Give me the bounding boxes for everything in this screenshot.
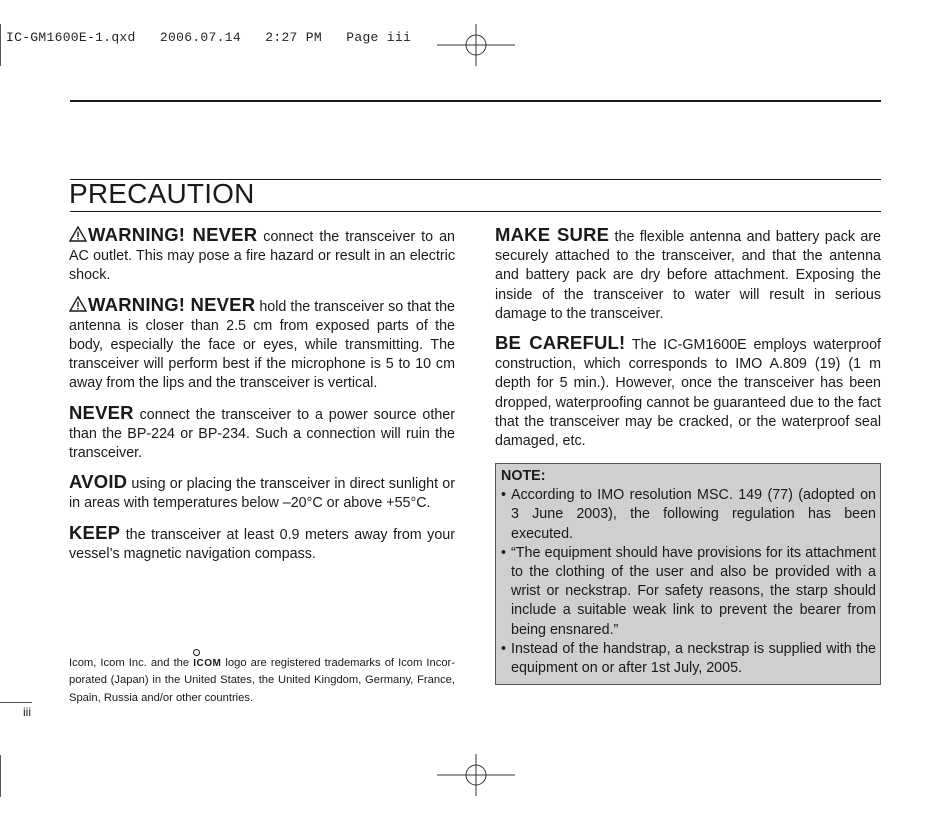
precaution-paragraph: [69, 225, 455, 286]
note-item-text: “The equipment should have provisions for its attachment to the clothing of the user and also be provided with a wrist or neckstrap. For safety reasons, the starp should include a suitable weak link to prevent the bearer from being ensnared.”: [511, 544, 876, 638]
precaution-paragraph: [69, 472, 455, 513]
bottom-registration-mark: [437, 754, 517, 798]
top-registration-mark: [437, 24, 517, 68]
note-item: [501, 544, 876, 640]
trademark-text-before: Icom, Icom Inc. and the: [69, 657, 190, 669]
trademark-notice: [69, 655, 455, 707]
right-column: [495, 225, 881, 460]
precaution-paragraph: [495, 333, 881, 451]
print-slug: IC-GM1600E-1.qxd 2006.07.14 2:27 PM Page iii: [6, 30, 412, 45]
precaution-text: the flexible antenna and battery pack are securely attached to the transceiver, and that the antenna and battery pack are dry before attachment. Exposing the inside of the transceiver to water will result in serious damage to the transceiver.: [495, 229, 881, 322]
precaution-paragraph: [69, 295, 455, 394]
bullet-icon: •: [501, 487, 507, 504]
warning-triangle-icon: [69, 296, 87, 312]
precaution-keyword: AVOID: [69, 471, 128, 493]
icom-logo-text: ICOM: [193, 658, 222, 669]
header-rule: [70, 100, 881, 102]
precaution-text: The IC-GM1600E employs waterproof construction, which corresponds to IMO A.809 (19) (1 m depth for 5 min.). However, once the transceiver has been dropped, waterproofing cannot be guaranteed due to the fact that the transceiver may be cracked, or the waterproof seal damaged, etc.: [495, 337, 881, 450]
note-item-text: According to IMO resolution MSC. 149 (77) (adopted on 3 June 2003), the following regulation has been executed.: [511, 487, 876, 542]
warning-triangle-icon: [69, 226, 87, 242]
precaution-keyword: WARNING! NEVER: [88, 293, 256, 315]
trademark-text-after: logo are registered trademarks of Icom Incorporated (Japan) in the United States, the United Kingdom, Germany, France, Spain, Russia and/or other countries.: [69, 657, 456, 704]
note-item: [501, 486, 876, 544]
precaution-keyword: BE CAREFUL!: [495, 332, 626, 354]
precaution-text: using or placing the transceiver in direct sunlight or in areas with temperatures below –20°C or above +55°C.: [69, 476, 455, 512]
precaution-paragraph: [69, 403, 455, 464]
note-title: NOTE:: [501, 468, 546, 484]
precaution-keyword: NEVER: [69, 401, 134, 423]
precaution-text: hold the transceiver so that the antenna is closer than 2.5 cm from exposed parts of the body, especially the face or eyes, while transmitting. The transceiver will perform best if the microphone is 5 to 10 cm away from the lips and the transceiver is vertical.: [69, 298, 455, 392]
note-item: [501, 640, 876, 678]
precaution-text: connect the transceiver to an AC outlet. This may pose a fire hazard or result in an electric shock.: [69, 229, 455, 284]
icom-logo: [193, 658, 221, 669]
left-column: [69, 225, 455, 573]
logo-ring-icon: [193, 649, 200, 656]
note-item-text: Instead of the handstrap, a neckstrap is supplied with the equipment on or after 1st July, 2005.: [511, 640, 876, 677]
precaution-paragraph: [69, 523, 455, 564]
precaution-keyword: MAKE SURE: [495, 224, 610, 245]
page-title: PRECAUTION: [69, 178, 255, 209]
page-number: iii: [23, 705, 31, 719]
precaution-text: the transceiver at least 0.9 meters away from your vessel’s magnetic navigation compass.: [69, 526, 455, 562]
precaution-text: connect the transceiver to a power source other than the BP-224 or BP-234. Such a connection will ruin the transceiver.: [69, 406, 455, 462]
bullet-icon: •: [501, 544, 507, 561]
note-box: [495, 463, 881, 685]
left-trim-line-bottom: [0, 755, 1, 797]
bullet-icon: •: [501, 640, 507, 657]
precaution-keyword: WARNING! NEVER: [88, 224, 258, 245]
title-rule-bottom: [70, 211, 881, 212]
precaution-keyword: KEEP: [69, 521, 121, 543]
precaution-paragraph: [495, 225, 881, 324]
page-tab-line: [0, 702, 32, 703]
left-trim-line-top: [0, 24, 1, 66]
